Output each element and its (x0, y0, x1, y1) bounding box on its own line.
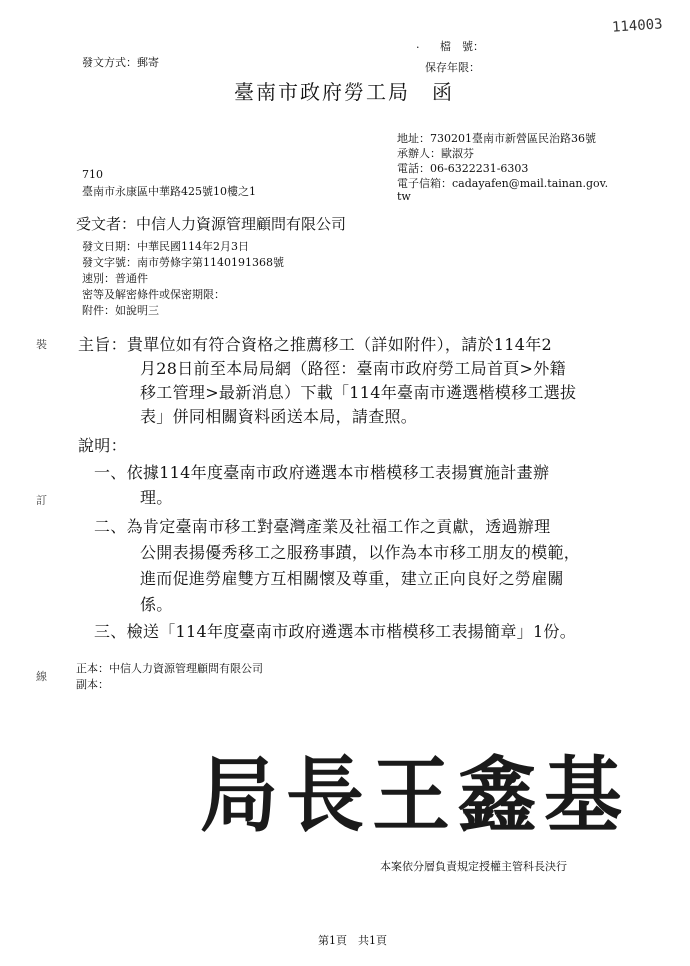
explanation-2-line-3: 進而促進勞雇雙方互相關懷及尊重，建立正向良好之勞雇關 (140, 569, 564, 588)
director-signature: 局長王鑫基 (200, 747, 631, 844)
delegation-note: 本案依分層負責規定授權主管科長決行 (380, 860, 567, 873)
binding-mark-zhuang: 裝 (36, 338, 47, 351)
attachment-note: 附件：如說明三 (82, 304, 159, 317)
binding-mark-ding: 訂 (36, 494, 47, 507)
issue-date: 發文日期：中華民國114年2月3日 (82, 240, 249, 253)
recipient: 受文者：中信人力資源管理顧問有限公司 (76, 215, 347, 233)
recipient-zip: 710 (82, 168, 103, 181)
contact-phone: 電話：06-6322231-6303 (397, 162, 529, 175)
contact-address: 地址：730201臺南市新營區民治路36號 (397, 132, 596, 145)
explanation-1-line-2: 理。 (140, 488, 173, 507)
security-classification: 密等及解密條件或保密期限： (82, 288, 225, 301)
contact-handler: 承辦人：歐淑芬 (397, 147, 474, 160)
subject-line-2: 月28日前至本局局網（路徑：臺南市政府勞工局首頁>外籍 (140, 359, 566, 378)
agency-title: 臺南市政府勞工局 函 (234, 80, 454, 104)
subject-line-4: 表」併同相關資料函送本局，請查照。 (140, 407, 418, 426)
recipient-address: 臺南市永康區中華路425號10樓之1 (82, 185, 256, 198)
contact-email-continued: tw (397, 190, 411, 203)
dispatch-method: 發文方式：郵寄 (82, 56, 159, 69)
explanation-label: 說明： (78, 436, 127, 455)
original-copy: 正本：中信人力資源管理顧問有限公司 (76, 662, 263, 675)
dot-mark: . (416, 38, 420, 51)
contact-email: 電子信箱：cadayafen@mail.tainan.gov. (397, 177, 609, 190)
explanation-2-line-1: 二、為肯定臺南市移工對臺灣產業及社福工作之貢獻，透過辦理 (94, 517, 551, 536)
delivery-speed: 速別：普通件 (82, 272, 148, 285)
explanation-1-line-1: 一、依據114年度臺南市政府遴選本市楷模移工表揚實施計畫辦 (94, 463, 550, 482)
document-number: 發文字號：南市勞條字第1140191368號 (82, 256, 284, 269)
explanation-3-line-1: 三、檢送「114年度臺南市政府遴選本市楷模移工表揚簡章」1份。 (94, 622, 577, 641)
retention-period-label: 保存年限： (425, 61, 480, 74)
subject-line-1: 主旨：貴單位如有符合資格之推薦移工（詳如附件），請於114年2 (78, 335, 553, 354)
explanation-2-line-2: 公開表揚優秀移工之服務事蹟，以作為本市移工朋友的模範， (140, 543, 581, 562)
archive-number-label: 檔 號： (440, 40, 484, 53)
subject-line-3: 移工管理>最新消息）下載「114年臺南市遴選楷模移工選拔 (140, 383, 577, 402)
explanation-2-line-4: 係。 (140, 595, 173, 614)
handwritten-doc-number: 114003 (611, 16, 664, 36)
page-footer: 第1頁 共1頁 (318, 934, 387, 947)
binding-mark-xian: 線 (36, 670, 47, 683)
duplicate-copy: 副本： (76, 678, 109, 691)
